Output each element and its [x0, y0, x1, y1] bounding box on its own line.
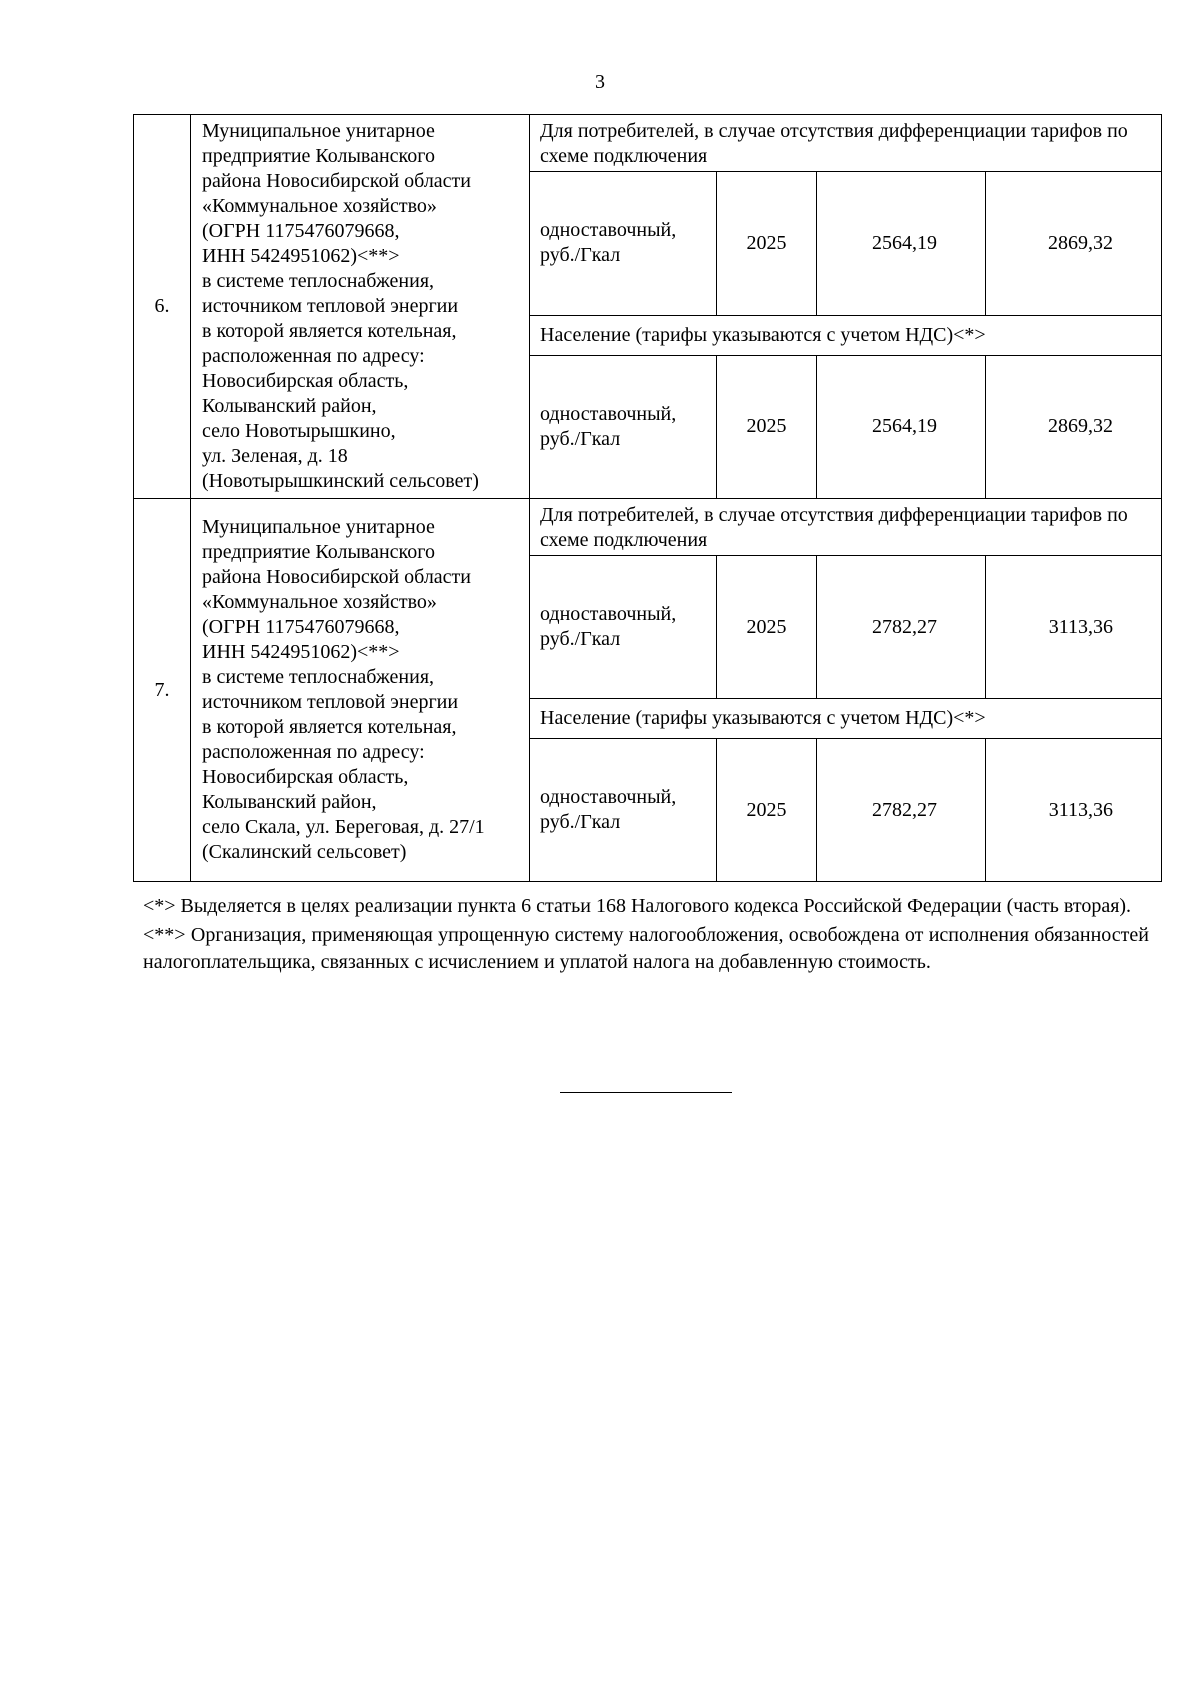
end-rule — [560, 1092, 732, 1093]
row-number: 7. — [134, 499, 191, 882]
tariff-value-1: 2564,19 — [817, 172, 986, 315]
organization-cell — [191, 499, 530, 882]
organization-line: расположенная по адресу: — [202, 741, 425, 763]
organization-line: (ОГРН 1175476079668, — [202, 220, 400, 242]
organization-line: Муниципальное унитарное — [202, 516, 435, 538]
consumer-group-title: Население (тарифы указываются с учетом НДС)<*> — [530, 315, 1162, 355]
tariff-table — [133, 114, 1162, 882]
consumer-group-title: Для потребителей, в случае отсутствия дифференциации тарифов по схеме подключения — [530, 499, 1162, 556]
organization-line: ул. Зеленая, д. 18 — [202, 445, 348, 467]
organization-line: района Новосибирской области — [202, 566, 472, 588]
tariff-value-1: 2782,27 — [817, 556, 986, 699]
organization-line: Колыванский район, — [202, 791, 377, 813]
organization-line: ИНН 5424951062)<**> — [202, 641, 400, 663]
organization-line: в системе теплоснабжения, — [202, 270, 435, 292]
table-row — [134, 499, 1162, 556]
tariff-year: 2025 — [717, 355, 817, 498]
organization-cell — [191, 115, 530, 499]
tariff-year: 2025 — [717, 556, 817, 699]
organization-line: (Скалинский сельсовет) — [202, 841, 407, 863]
organization-line: Новосибирская область, — [202, 766, 409, 788]
organization-line: источником тепловой энергии — [202, 295, 459, 317]
tariff-kind: одноставочный, руб./Гкал — [530, 556, 717, 699]
organization-line: «Коммунальное хозяйство» — [202, 195, 437, 217]
tariff-value-2: 2869,32 — [986, 172, 1162, 315]
tariff-value-1: 2782,27 — [817, 739, 986, 882]
tariff-kind: одноставочный, руб./Гкал — [530, 739, 717, 882]
page-number: 3 — [595, 71, 605, 93]
organization-line: село Скала, ул. Береговая, д. 27/1 — [202, 816, 485, 838]
organization-line: Колыванский район, — [202, 395, 377, 417]
tariff-value-2: 3113,36 — [986, 556, 1162, 699]
footnotes — [143, 893, 1149, 978]
organization-line: Муниципальное унитарное — [202, 120, 435, 142]
organization-line: источником тепловой энергии — [202, 691, 459, 713]
tariff-kind: одноставочный, руб./Гкал — [530, 172, 717, 315]
tariff-year: 2025 — [717, 172, 817, 315]
organization-line: предприятие Колыванского — [202, 145, 435, 167]
organization-line: в которой является котельная, — [202, 320, 457, 342]
consumer-group-title: Для потребителей, в случае отсутствия дифференциации тарифов по схеме подключения — [530, 115, 1162, 172]
tariff-value-2: 2869,32 — [986, 355, 1162, 498]
footnote-vat: <*> Выделяется в целях реализации пункта 6 статьи 168 Налогового кодекса Российской Федерации (часть вторая). — [143, 895, 1132, 917]
tariff-value-2: 3113,36 — [986, 739, 1162, 882]
tariff-kind: одноставочный, руб./Гкал — [530, 355, 717, 498]
organization-line: «Коммунальное хозяйство» — [202, 591, 437, 613]
organization-line: село Новотырышкино, — [202, 420, 396, 442]
table-row — [134, 115, 1162, 172]
organization-line: (Новотырышкинский сельсовет) — [202, 470, 479, 492]
organization-line: района Новосибирской области — [202, 170, 472, 192]
row-number: 6. — [134, 115, 191, 499]
organization-line: в системе теплоснабжения, — [202, 666, 435, 688]
organization-line: в которой является котельная, — [202, 716, 457, 738]
organization-line: расположенная по адресу: — [202, 345, 425, 367]
organization-line: ИНН 5424951062)<**> — [202, 245, 400, 267]
organization-line: (ОГРН 1175476079668, — [202, 616, 400, 638]
tariff-value-1: 2564,19 — [817, 355, 986, 498]
footnote-simplified-tax: <**> Организация, применяющая упрощенную систему налогообложения, освобождена от исполнения обязанностей налогоплательщика, связанных с исчислением и уплатой налога на добавленную стоимость. — [143, 924, 1149, 973]
organization-line: Новосибирская область, — [202, 370, 409, 392]
organization-line: предприятие Колыванского — [202, 541, 435, 563]
consumer-group-title: Население (тарифы указываются с учетом НДС)<*> — [530, 699, 1162, 739]
tariff-year: 2025 — [717, 739, 817, 882]
